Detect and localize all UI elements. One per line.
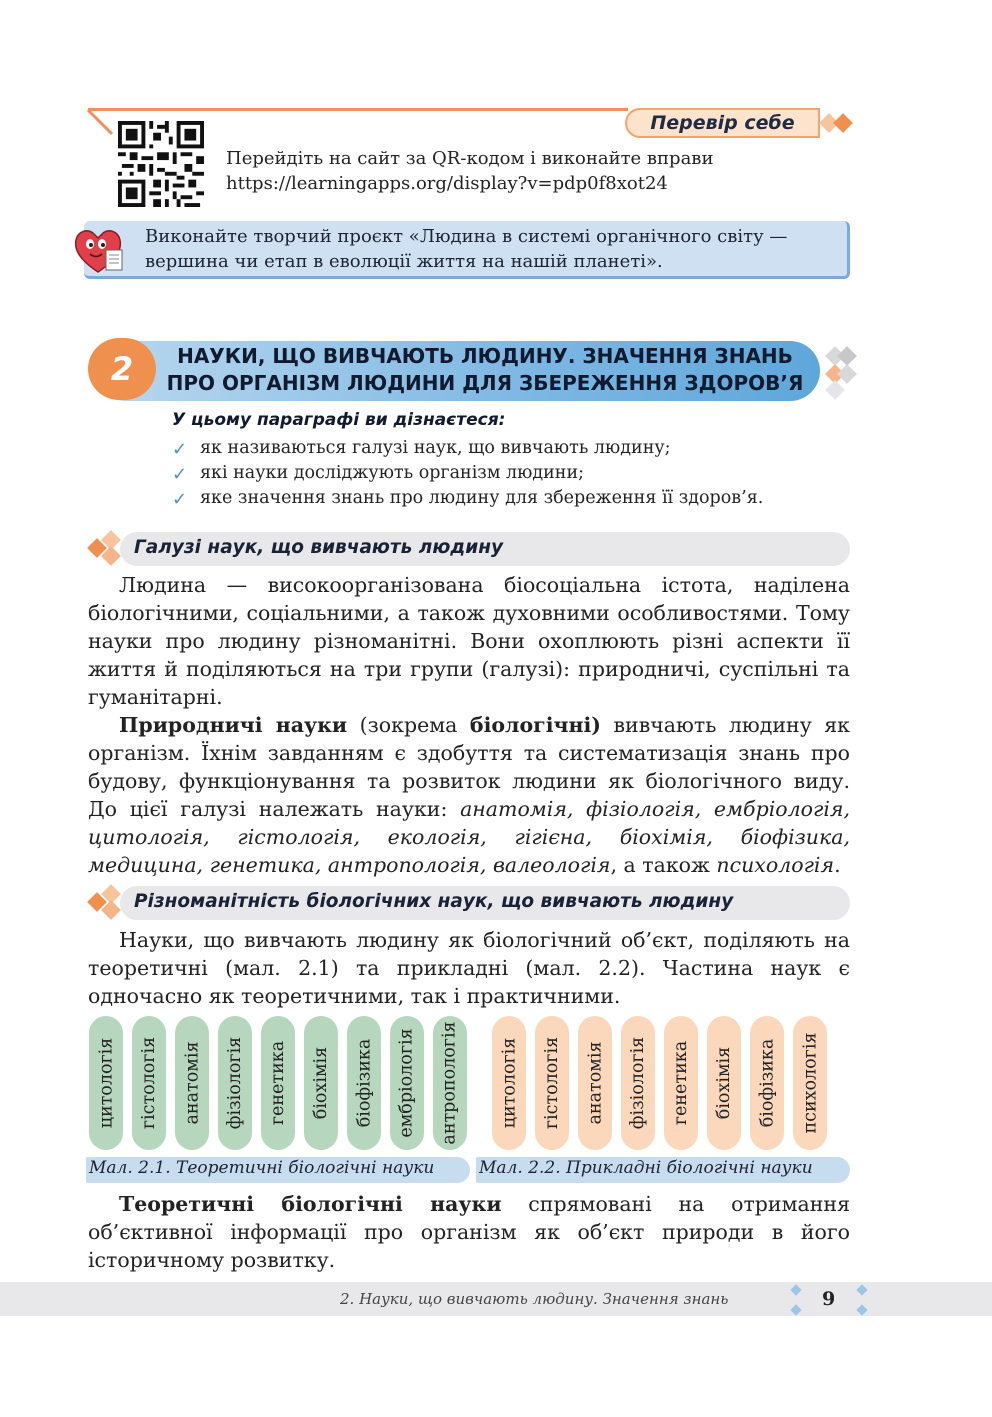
qr-instruction-line: Перейдіть на сайт за QR-кодом і виконайте вправи: [226, 148, 714, 169]
paragraph: Теоретичні біологічні науки спрямовані на отримання об’єктивної інформації про організм як об’єкт природи в його історичному розвитку.: [88, 1192, 850, 1272]
science-pill: фізіологія: [621, 1016, 655, 1150]
running-title: 2. Науки, що вивчають людину. Значення знань: [340, 1290, 729, 1308]
science-pill: біохімія: [304, 1016, 338, 1150]
paragraph: Природничі науки (зокрема біологічні) вивчають людину як організм. Їхнім завданням є здобуття та систематизація знань про будову, функціонування та розвиток людини як біологічного виду. До цієї галузі належать науки: анатомія, фізіологія, ембріологія, цитологія, гістологія, екологія, гігієна, біохімія, біофізика, медицина, генетика, антропологія, валеологія, а також психологія.: [88, 713, 850, 877]
learn-list: [172, 436, 763, 511]
science-pill: цитологія: [492, 1016, 526, 1150]
qr-code-icon: [117, 121, 205, 207]
science-pill: анатомія: [578, 1016, 612, 1150]
paragraph: Людина — високоорганізована біосоціальна істота, наділена біологічними, соціальними, а також духовними особливостями. Тому науки про людину різноманітні. Вони охоплюють різні аспекти її життя й поділяються на три групи (галузі): природничі, суспільні та гуманітарні.: [88, 573, 850, 709]
qr-instructions: [226, 146, 713, 196]
learn-item: ✓ як називаються галузі наук, що вивчають людину;: [172, 438, 671, 460]
check-corner-line: [86, 106, 116, 138]
qr-url-link[interactable]: https://learningapps.org/display?v=pdp0f8xot24: [226, 173, 668, 194]
figure-caption: Мал. 2.1. Теоретичні біологічні науки: [89, 1158, 435, 1178]
science-pill: антропологія: [433, 1016, 467, 1150]
paragraph: Науки, що вивчають людину як біологічний об’єкт, поділяють на теоретичні (мал. 2.1) та прикладні (мал. 2.2). Частина наук є одночасно як теоретичними, так і практичними.: [88, 928, 850, 1008]
theoretical-sciences: [89, 1016, 467, 1150]
science-pill: біофізика: [750, 1016, 784, 1150]
science-pill: генетика: [664, 1016, 698, 1150]
chapter-title: [150, 343, 820, 397]
section-title: Галузі наук, що вивчають людину: [134, 537, 504, 558]
check-divider-line: [88, 108, 628, 111]
figure-caption: Мал. 2.2. Прикладні біологічні науки: [479, 1158, 813, 1178]
project-line: вершина чи етап в еволюції життя на нашій планеті».: [145, 251, 663, 272]
checkmark-icon: ✓: [172, 439, 188, 460]
science-pill: ембріологія: [390, 1016, 424, 1150]
checkmark-icon: ✓: [172, 489, 188, 510]
section1-text: [88, 571, 850, 879]
project-text: [145, 224, 835, 274]
chapter-title-line: ПРО ОРГАНІЗМ ЛЮДИНИ ДЛЯ ЗБЕРЕЖЕННЯ ЗДОРОВ’Я: [166, 371, 804, 395]
science-pill: генетика: [261, 1016, 295, 1150]
page-number: 9: [822, 1288, 836, 1310]
closing-text: [88, 1190, 850, 1274]
science-pill: фізіологія: [218, 1016, 252, 1150]
learn-item: ✓ які науки досліджують організм людини;: [172, 463, 585, 485]
science-pill: анатомія: [175, 1016, 209, 1150]
science-pill: біохімія: [707, 1016, 741, 1150]
science-pill: цитологія: [89, 1016, 123, 1150]
learn-title: У цьому параграфі ви дізнаєтеся:: [172, 410, 506, 430]
heart-mascot-icon: [70, 222, 126, 278]
project-line: Виконайте творчий проєкт «Людина в системі органічного світу —: [145, 226, 788, 247]
applied-sciences: [492, 1016, 836, 1150]
science-pill: біофізика: [347, 1016, 381, 1150]
check-yourself-badge: Перевір себе: [625, 108, 820, 138]
section2-text: [88, 926, 850, 1010]
section-title: Різноманітність біологічних наук, що вивчають людину: [134, 891, 734, 912]
science-pill: психологія: [793, 1016, 827, 1150]
chapter-number: 2: [88, 338, 156, 400]
chapter-title-line: НАУКИ, ЩО ВИВЧАЮТЬ ЛЮДИНУ. ЗНАЧЕННЯ ЗНАНЬ: [177, 344, 793, 368]
science-pill: гістологія: [132, 1016, 166, 1150]
learn-item: ✓ яке значення знань про людину для збереження її здоров’я.: [172, 488, 764, 510]
science-pill: гістологія: [535, 1016, 569, 1150]
checkmark-icon: ✓: [172, 464, 188, 485]
